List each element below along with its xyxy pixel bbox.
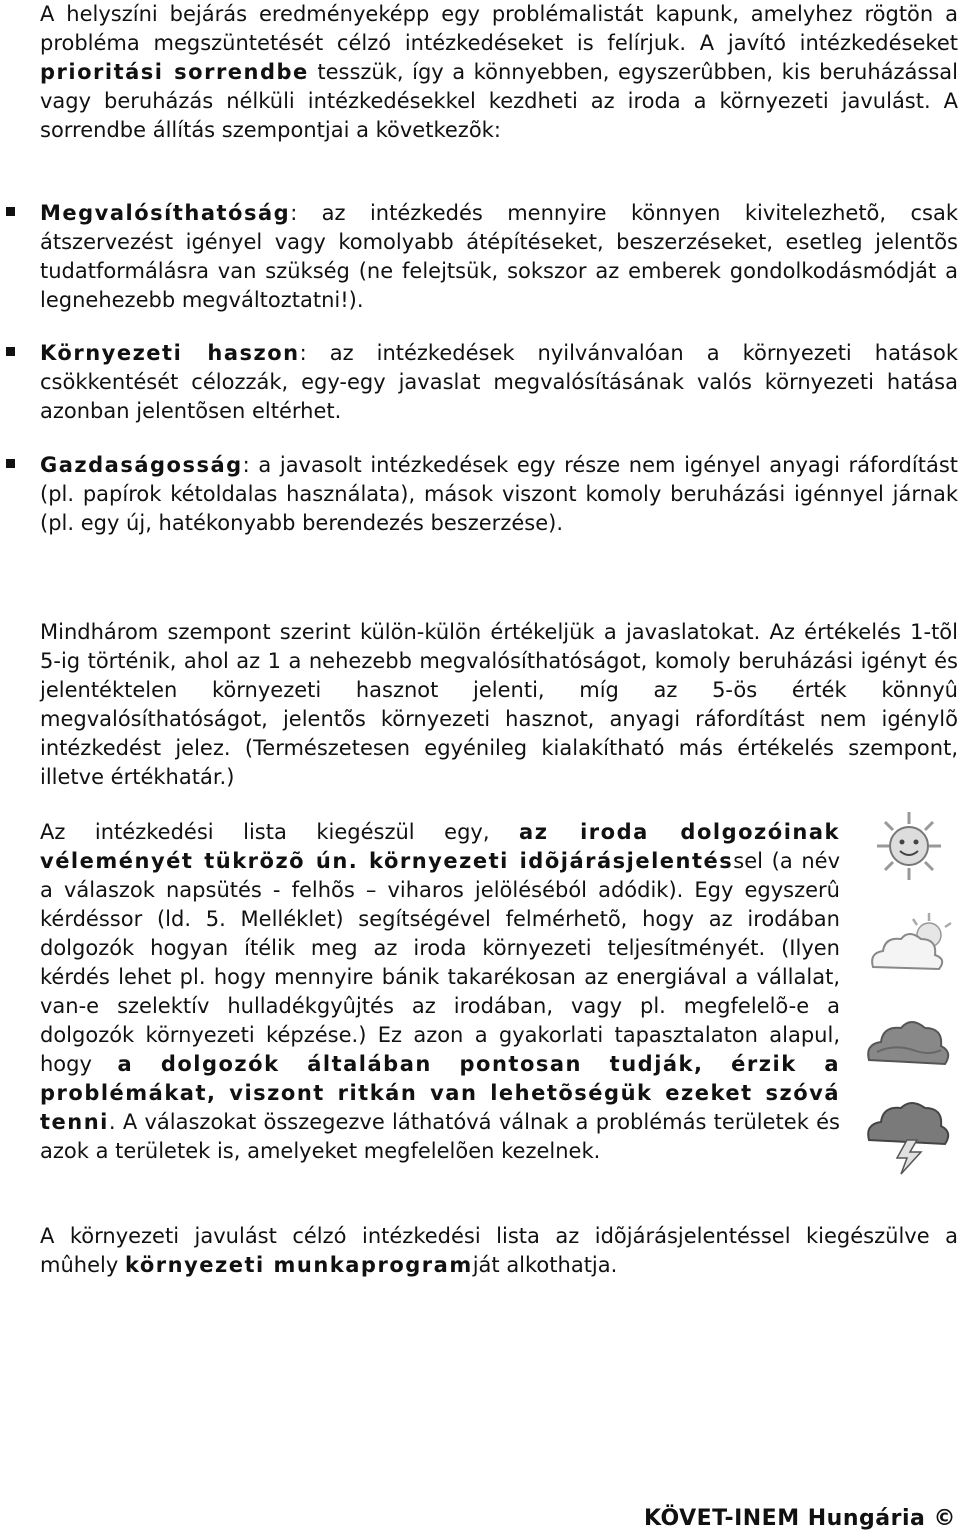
bullet-square-icon xyxy=(6,459,15,468)
intro-bold-priority: prioritási sorrendbe xyxy=(40,60,309,84)
weather-text-1: Az intézkedési lista kiegészül egy, xyxy=(40,820,520,844)
intro-text-2: tesszük, így a könnyebben, egyszerûbben, kis beruházással vagy beruházás nélküli intézkedésekkel kezdheti az iroda a környezeti javulást. A sorrendbe állítás szempontjai a következõk: xyxy=(40,60,958,142)
sun-icon xyxy=(863,806,955,886)
bullet-square-icon xyxy=(6,347,15,356)
program-text-2: ját alkothatja. xyxy=(472,1253,618,1277)
dark-cloud-icon xyxy=(863,1000,955,1080)
storm-cloud-icon xyxy=(863,1096,955,1176)
bullet-environmental-benefit xyxy=(40,339,958,426)
weather-report-paragraph xyxy=(40,818,840,1166)
bullet-square-icon xyxy=(6,207,15,216)
bullet-feasibility xyxy=(40,199,958,315)
weather-text-3: . A válaszokat összegezve láthatóvá válnak a problémás területek és azok a területek is, amelyeket megfelelõen kezelnek. xyxy=(40,1110,840,1163)
intro-paragraph xyxy=(40,0,958,145)
footer-copyright: KÖVET-INEM Hungária © xyxy=(643,1506,956,1531)
intro-text-1: A helyszíni bejárás eredményeképp egy problémalistát kapunk, amelyhez rögtön a probléma megszüntetését célzó intézkedéseket is felírjuk. A javító intézkedéseket xyxy=(40,2,958,55)
bullet-term: Gazdaságosság xyxy=(40,453,243,477)
bullet-term: Környezeti haszon xyxy=(40,341,300,365)
cloud-icon xyxy=(863,905,955,985)
evaluation-text: Mindhárom szempont szerint külön-külön értékeljük a javaslatokat. Az értékelés 1-tõl 5-ig történik, ahol az 1 a nehezebb megvalósíthatóságot, komoly beruházási igényt és jelentéktelen környezeti hasznot jelenti, míg az 5-ös érték könnyû megvalósíthatóságot, jelentõs környezeti hasznot, anyagi ráfordítást nem igénylõ intézkedést jelez. (Természetesen egyénileg kialakítható más értékelés szempont, illetve értékhatár.) xyxy=(40,620,958,789)
weather-bold-1: az iroda dolgozóinak véleményét tükrözõ ún. környezeti idõjárásjelentés xyxy=(40,820,840,873)
work-program-paragraph xyxy=(40,1222,958,1280)
weather-text-2: sel (a név a válaszok napsütés - felhõs – viharos jelöléséból adódik). Egy egyszerû kérdéssor (ld. 5. Melléklet) segítségével felmérhetõ, hogy az irodában dolgozók hogyan ítélik meg az iroda környezeti teljesítményét. (Ilyen kérdés lehet pl. hogy mennyire bánik takarékosan az energiával a vállalat, van-e szelektív hulladékgyûjtés az irodában, vagy pl. megfelelõ-e a dolgozók környezeti képzése.) Ez azon a gyakorlati tapasztalaton alapul, hogy xyxy=(40,849,840,1076)
bullet-text: : az intézkedés mennyire könnyen kivitelezhetõ, csak átszervezést igényel vagy komolyabb átépítéseket, beszerzéseket, esetleg jelentõs tudatformálásra van szükség (ne felejtsük, sokszor az emberek gondolkodásmódját a legnehezebb megváltoztatni!). xyxy=(40,201,958,312)
program-bold: környezeti munkaprogram xyxy=(124,1253,473,1277)
bullet-economy xyxy=(40,451,958,538)
program-text-1: A környezeti javulást célzó intézkedési lista az idõjárásjelentéssel kiegészülve a mûhely xyxy=(40,1224,958,1277)
weather-bold-2: a dolgozók általában pontosan tudják, érzik a problémákat, viszont ritkán van lehetõségük ezeket szóvá tenni xyxy=(40,1052,841,1134)
bullet-text: : a javasolt intézkedések egy része nem igényel anyagi ráfordítást (pl. papírok kétoldalas használata), mások viszont komoly beruházási igénnyel járnak (pl. egy új, hatékonyabb berendezés beszerzése). xyxy=(40,453,958,535)
bullet-text: : az intézkedések nyilvánvalóan a környezeti hatások csökkentését célozzák, egy-egy javaslat megvalósításának valós környezeti hatása azonban jelentõsen eltérhet. xyxy=(40,341,958,423)
evaluation-paragraph xyxy=(40,618,958,792)
bullet-term: Megvalósíthatóság xyxy=(40,201,291,225)
